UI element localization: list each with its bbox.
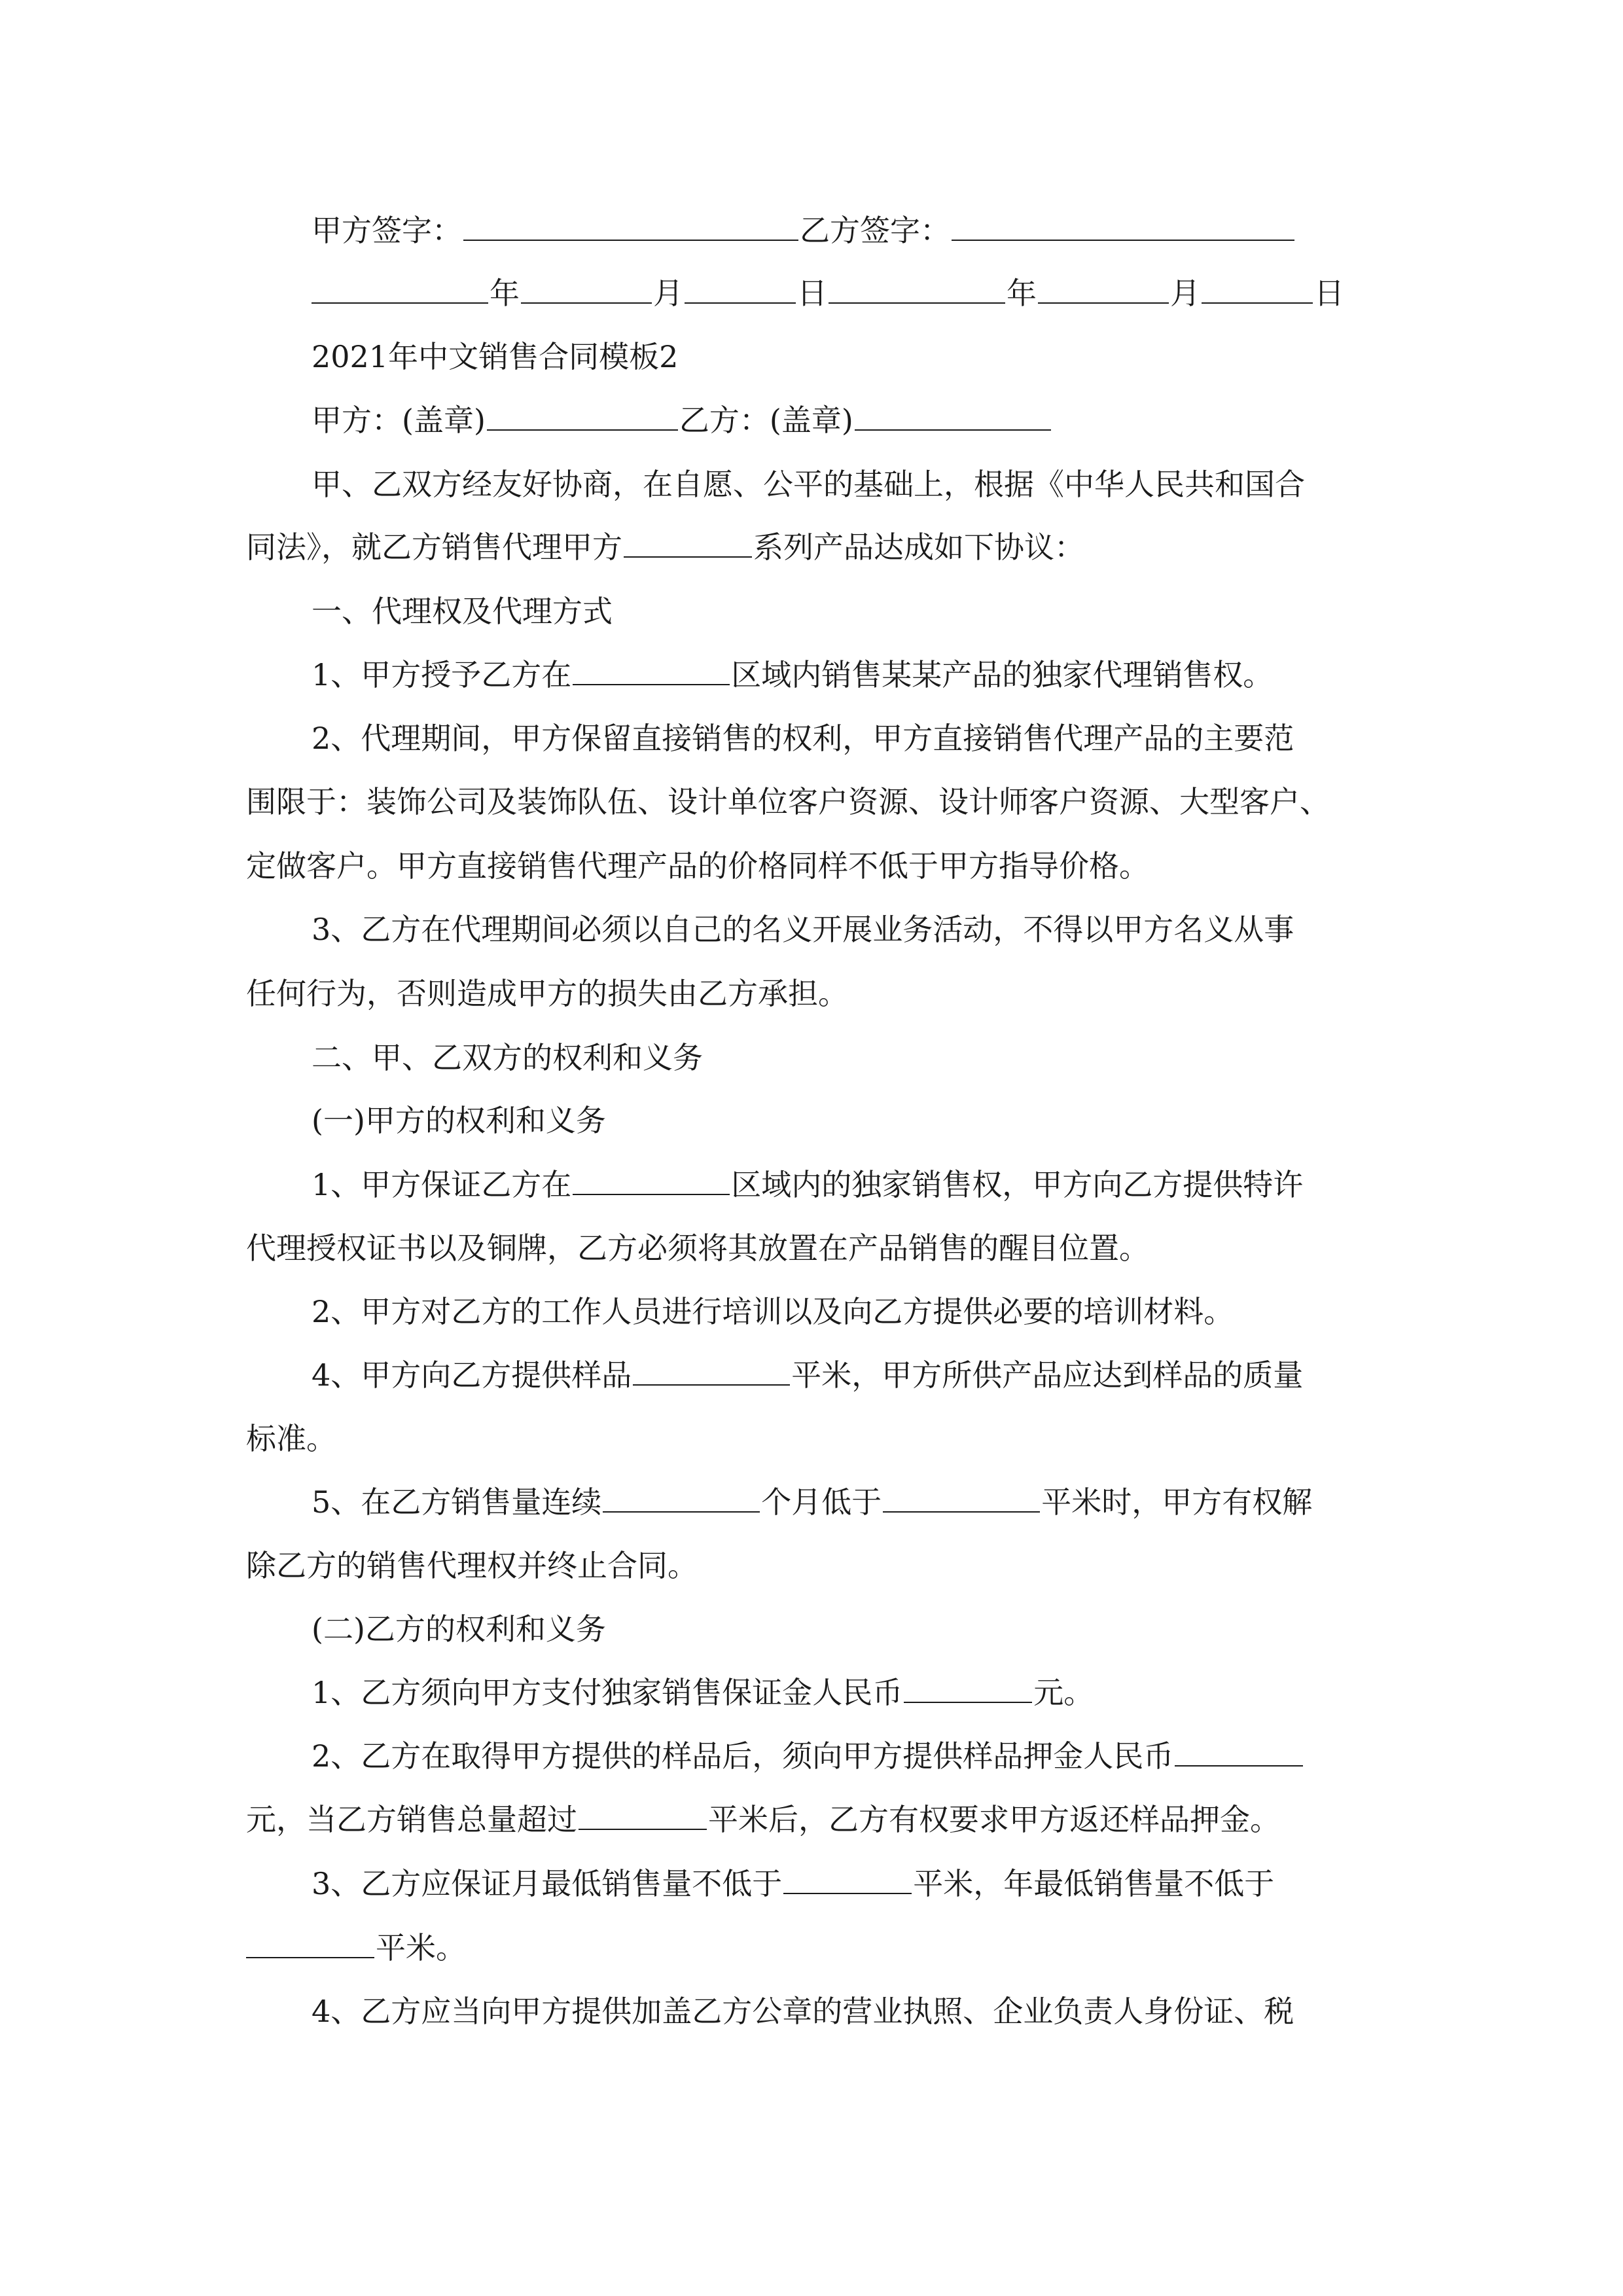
party-a-seal-blank (487, 401, 678, 431)
section-1-item-1 (312, 655, 1378, 694)
min-area-blank (883, 1482, 1040, 1513)
preamble-line-1: 甲、乙双方经友好协商，在自愿、公平的基础上，根据《中华人民共和国合 (312, 467, 1305, 502)
product-series-blank (624, 528, 752, 558)
section-2-a1-line-2: 代理授权证书以及铜牌，乙方必须将其放置在产品销售的醒目位置。 (246, 1230, 1149, 1266)
clause-text: 平米，甲方所供产品应达到样品的质量 (791, 1357, 1304, 1393)
clause-text: 区域内的独家销售权，甲方向乙方提供特许 (731, 1167, 1304, 1202)
clause-text: 区域内销售某某产品的独家代理销售权。 (731, 657, 1274, 692)
section-1-item-2-line-1: 2、代理期间，甲方保留直接销售的权利，甲方直接销售代理产品的主要范 (312, 721, 1294, 756)
section-2-b1 (312, 1673, 1378, 1712)
party-a-day-blank (685, 274, 796, 304)
section-2-sub-a: (一)甲方的权利和义务 (312, 1103, 606, 1138)
section-2-a5-line-1 (312, 1482, 1378, 1522)
section-2-b4-line-1: 4、乙方应当向甲方提供加盖乙方公章的营业执照、企业负责人身份证、税 (312, 1994, 1294, 2029)
party-b-month-blank (1038, 274, 1169, 304)
clause-text: 平米。 (376, 1930, 466, 1965)
party-b-label: 乙方：(盖章) (679, 403, 853, 438)
section-2-b3-line-2 (246, 1928, 1378, 1967)
section-1-item-2-line-3: 定做客户。甲方直接销售代理产品的价格同样不低于甲方指导价格。 (246, 848, 1149, 884)
party-b-sign-label: 乙方签字： (800, 213, 950, 248)
month-label: 月 (1170, 276, 1200, 311)
section-2-a2: 2、甲方对乙方的工作人员进行培训以及向乙方提供必要的培训材料。 (312, 1294, 1234, 1329)
clause-text: 元，当乙方销售总量超过 (246, 1802, 577, 1837)
section-2-a4-line-1 (312, 1355, 1378, 1395)
section-2-b2-line-1 (312, 1736, 1378, 1776)
party-a-sign-label: 甲方签字： (312, 213, 462, 248)
month-label: 月 (653, 276, 683, 311)
clause-text: 4、甲方向乙方提供样品 (312, 1357, 632, 1393)
section-2-heading: 二、甲、乙双方的权利和义务 (312, 1040, 703, 1075)
deposit-blank (904, 1673, 1032, 1703)
section-1-item-3-line-1: 3、乙方在代理期间必须以自己的名义开展业务活动，不得以甲方名义从事 (312, 912, 1294, 947)
section-2-a5-line-2: 除乙方的销售代理权并终止合同。 (246, 1548, 698, 1583)
section-1-heading: 一、代理权及代理方式 (312, 594, 613, 629)
signature-line (312, 211, 1378, 250)
preamble-text: 系列产品达成如下协议： (753, 529, 1084, 565)
clause-text: 平米，年最低销售量不低于 (913, 1866, 1275, 1901)
clause-text: 1、甲方保证乙方在 (312, 1167, 572, 1202)
section-2-a1-line-1 (312, 1165, 1378, 1204)
preamble-text: 同法》，就乙方销售代理甲方 (246, 529, 622, 565)
clause-text: 个月低于 (761, 1484, 882, 1520)
section-2-b3-line-1 (312, 1864, 1378, 1903)
party-a-label: 甲方：(盖章) (312, 403, 486, 438)
section-1-item-2-line-2: 围限于：装饰公司及装饰队伍、设计单位客户资源、设计师客户资源、大型客户、 (246, 784, 1330, 819)
year-label: 年 (1007, 276, 1037, 311)
sample-area-blank (633, 1355, 790, 1386)
day-label: 日 (797, 276, 827, 311)
region-blank (573, 655, 730, 685)
clause-text: 5、在乙方销售量连续 (312, 1484, 602, 1520)
monthly-min-blank (783, 1864, 912, 1894)
yearly-min-blank (246, 1928, 374, 1958)
preamble-line-2 (246, 528, 1378, 567)
section-2-a4-line-2: 标准。 (246, 1421, 336, 1456)
section-2-sub-b: (二)乙方的权利和义务 (312, 1611, 606, 1647)
document-title: 2021年中文销售合同模板2 (312, 339, 679, 374)
day-label: 日 (1314, 276, 1344, 311)
party-b-seal-blank (855, 401, 1051, 431)
clause-text: 平米后，乙方有权要求甲方返还样品押金。 (708, 1802, 1280, 1837)
party-a-year-blank (312, 274, 488, 304)
months-blank (603, 1482, 760, 1513)
clause-text: 2、乙方在取得甲方提供的样品后，须向甲方提供样品押金人民币 (312, 1738, 1174, 1774)
clause-text: 1、乙方须向甲方支付独家销售保证金人民币 (312, 1675, 903, 1710)
clause-text: 3、乙方应保证月最低销售量不低于 (312, 1866, 783, 1901)
region-blank (573, 1165, 730, 1195)
party-b-sign-blank (952, 211, 1294, 241)
clause-text: 1、甲方授予乙方在 (312, 657, 572, 692)
clause-text: 平米时，甲方有权解 (1041, 1484, 1313, 1520)
year-label: 年 (490, 276, 520, 311)
parties-line (312, 401, 1378, 440)
sample-deposit-blank (1175, 1736, 1303, 1767)
party-b-year-blank (829, 274, 1005, 304)
date-line (312, 274, 1378, 313)
party-b-day-blank (1202, 274, 1313, 304)
clause-text: 元。 (1033, 1675, 1094, 1710)
party-a-sign-blank (463, 211, 798, 241)
total-sales-blank (579, 1800, 707, 1830)
section-2-b2-line-2 (246, 1800, 1378, 1839)
section-1-item-3-line-2: 任何行为，否则造成甲方的损失由乙方承担。 (246, 976, 848, 1011)
party-a-month-blank (521, 274, 652, 304)
